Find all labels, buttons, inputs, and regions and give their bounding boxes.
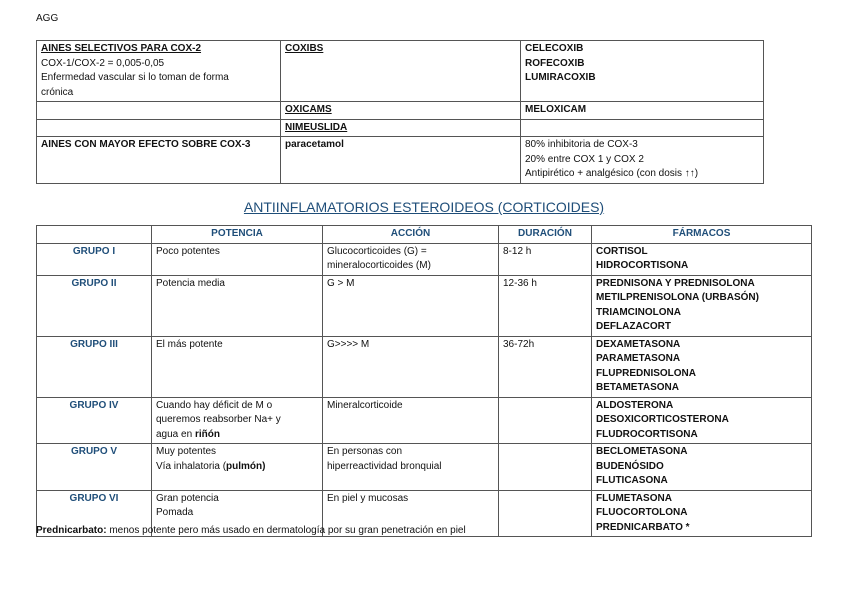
table-cell — [521, 137, 764, 184]
table-cell — [281, 41, 521, 102]
drug-name: BECLOMETASONA — [596, 446, 688, 457]
table-cell: 12-36 h — [499, 275, 592, 336]
footnote-term: Prednicarbato: — [36, 525, 107, 536]
cell-line: G>>>> M — [327, 338, 370, 350]
emphasis-text: riñón — [194, 428, 220, 440]
corticoides-table — [36, 225, 812, 537]
cell-line: queremos reabsorber Na+ y — [156, 414, 281, 425]
cell-line: En personas con — [327, 446, 403, 457]
cell-line: Pomada — [156, 507, 194, 518]
row-title: AINES SELECTIVOS PARA COX-2 — [41, 43, 202, 54]
drug-name: DEFLAZACORT — [596, 321, 671, 332]
table-cell — [592, 336, 812, 397]
cell-line: Enfermedad vascular si lo toman de forma — [41, 72, 229, 83]
table-row — [37, 275, 812, 336]
aines-table — [36, 40, 764, 184]
table-row — [37, 137, 764, 184]
table-row — [37, 243, 812, 275]
row-title: AINES CON MAYOR EFECTO SOBRE COX-3 — [41, 139, 251, 150]
group-label: GRUPO II — [37, 275, 152, 336]
cell-line: Poco potentes — [156, 245, 220, 257]
table-cell — [323, 397, 499, 444]
cell-line: Potencia media — [156, 277, 225, 289]
cell-line: hiperreactividad bronquial — [327, 460, 442, 472]
drug-name: DEXAMETASONA — [596, 338, 681, 350]
emphasis-text: pulmón) — [226, 460, 266, 472]
document-header: AGG — [36, 13, 59, 24]
cell-line: En piel y mucosas — [327, 492, 409, 504]
column-header — [37, 226, 152, 244]
cell-line: G > M — [327, 277, 355, 289]
table-cell — [152, 275, 323, 336]
group-label: GRUPO I — [37, 243, 152, 275]
group-label: GRUPO VI — [37, 490, 152, 537]
table-row — [37, 41, 764, 102]
table-cell — [499, 444, 592, 491]
table-cell — [281, 137, 521, 184]
cell-line: COX-1/COX-2 = 0,005-0,05 — [41, 57, 165, 69]
drug-name: FLUDROCORTISONA — [596, 428, 698, 440]
cell-line: Cuando hay déficit de M o — [156, 399, 273, 411]
table-cell: 8-12 h — [499, 243, 592, 275]
group-label: GRUPO V — [37, 444, 152, 491]
cell-text: Vía inhalatoria ( — [156, 460, 227, 472]
footnote — [36, 525, 466, 536]
column-header: POTENCIA — [152, 226, 323, 244]
cell-line: El más potente — [156, 338, 223, 350]
drug-name: FLUMETASONA — [596, 492, 672, 504]
table-row — [37, 102, 764, 120]
table-cell — [592, 397, 812, 444]
drug-class: paracetamol — [285, 139, 344, 150]
drug-name: ROFECOXIB — [525, 57, 585, 69]
section-title: ANTIINFLAMATORIOS ESTEROIDEOS (CORTICOIDES) — [243, 199, 605, 215]
drug-name: BETAMETASONA — [596, 382, 679, 393]
table-cell — [323, 444, 499, 491]
cell-line: 80% inhibitoria de COX-3 — [525, 139, 638, 150]
cell-line — [156, 428, 318, 443]
drug-name: PARAMETASONA — [596, 353, 681, 364]
drug-name: FLUTICASONA — [596, 475, 668, 486]
table-cell — [521, 119, 764, 137]
drug-class: COXIBS — [285, 43, 324, 54]
table-cell — [323, 275, 499, 336]
table-row — [37, 336, 812, 397]
table-cell — [37, 119, 281, 137]
drug-name: FLUOCORTOLONA — [596, 507, 688, 518]
drug-name: CORTISOL — [596, 245, 648, 257]
cell-line: Gran potencia — [156, 492, 219, 504]
table-cell — [152, 336, 323, 397]
cell-text: agua en — [156, 428, 195, 440]
table-cell — [521, 41, 764, 102]
table-cell — [152, 444, 323, 491]
table-cell — [281, 119, 521, 137]
cell-line: Mineralcorticoide — [327, 399, 403, 411]
table-cell: 36-72h — [499, 336, 592, 397]
column-header: ACCIÓN — [323, 226, 499, 244]
drug-name: PREDNICARBATO * — [596, 521, 690, 533]
table-cell — [37, 137, 281, 184]
cell-line: Muy potentes — [156, 446, 217, 457]
drug-name: HIDROCORTISONA — [596, 260, 689, 271]
drug-class: OXICAMS — [285, 104, 332, 115]
table-row — [37, 397, 812, 444]
table-cell — [37, 41, 281, 102]
table-cell — [592, 275, 812, 336]
drug-name: METILPRENISOLONA (URBASÓN) — [596, 292, 759, 303]
drug-name: TRIAMCINOLONA — [596, 306, 681, 318]
group-label: GRUPO IV — [37, 397, 152, 444]
table-cell — [323, 243, 499, 275]
drug-name: FLUPREDNISOLONA — [596, 367, 696, 379]
drug-name: ALDOSTERONA — [596, 399, 674, 411]
cell-line — [156, 460, 318, 475]
drug-name: CELECOXIB — [525, 43, 584, 54]
drug-name: DESOXICORTICOSTERONA — [596, 414, 729, 425]
column-header: DURACIÓN — [499, 226, 592, 244]
table-row — [37, 119, 764, 137]
column-header: FÁRMACOS — [592, 226, 812, 244]
table-cell — [152, 243, 323, 275]
table-cell — [592, 243, 812, 275]
table-cell — [592, 444, 812, 491]
table-cell — [592, 490, 812, 537]
table-cell — [499, 397, 592, 444]
cell-line: mineralocorticoides (M) — [327, 260, 431, 271]
cell-line: Antipirético + analgésico (con dosis ↑↑) — [525, 168, 699, 179]
table-cell — [499, 490, 592, 537]
table-cell — [37, 102, 281, 120]
cell-line: Glucocorticoides (G) = — [327, 245, 427, 257]
table-header-row — [37, 226, 812, 244]
table-cell — [323, 336, 499, 397]
table-cell — [281, 102, 521, 120]
footnote-text: menos potente pero más usado en dermatología por su gran penetración en piel — [106, 525, 466, 536]
table-cell — [521, 102, 764, 120]
cell-line: crónica — [41, 86, 74, 98]
drug-name: LUMIRACOXIB — [525, 72, 596, 83]
group-label: GRUPO III — [37, 336, 152, 397]
drug-name: BUDENÓSIDO — [596, 460, 664, 472]
table-cell — [152, 397, 323, 444]
drug-class: NIMEUSLIDA — [285, 121, 348, 133]
cell-line: 20% entre COX 1 y COX 2 — [525, 153, 644, 165]
drug-name: PREDNISONA Y PREDNISOLONA — [596, 277, 755, 289]
drug-name: MELOXICAM — [525, 104, 587, 115]
table-row — [37, 444, 812, 491]
